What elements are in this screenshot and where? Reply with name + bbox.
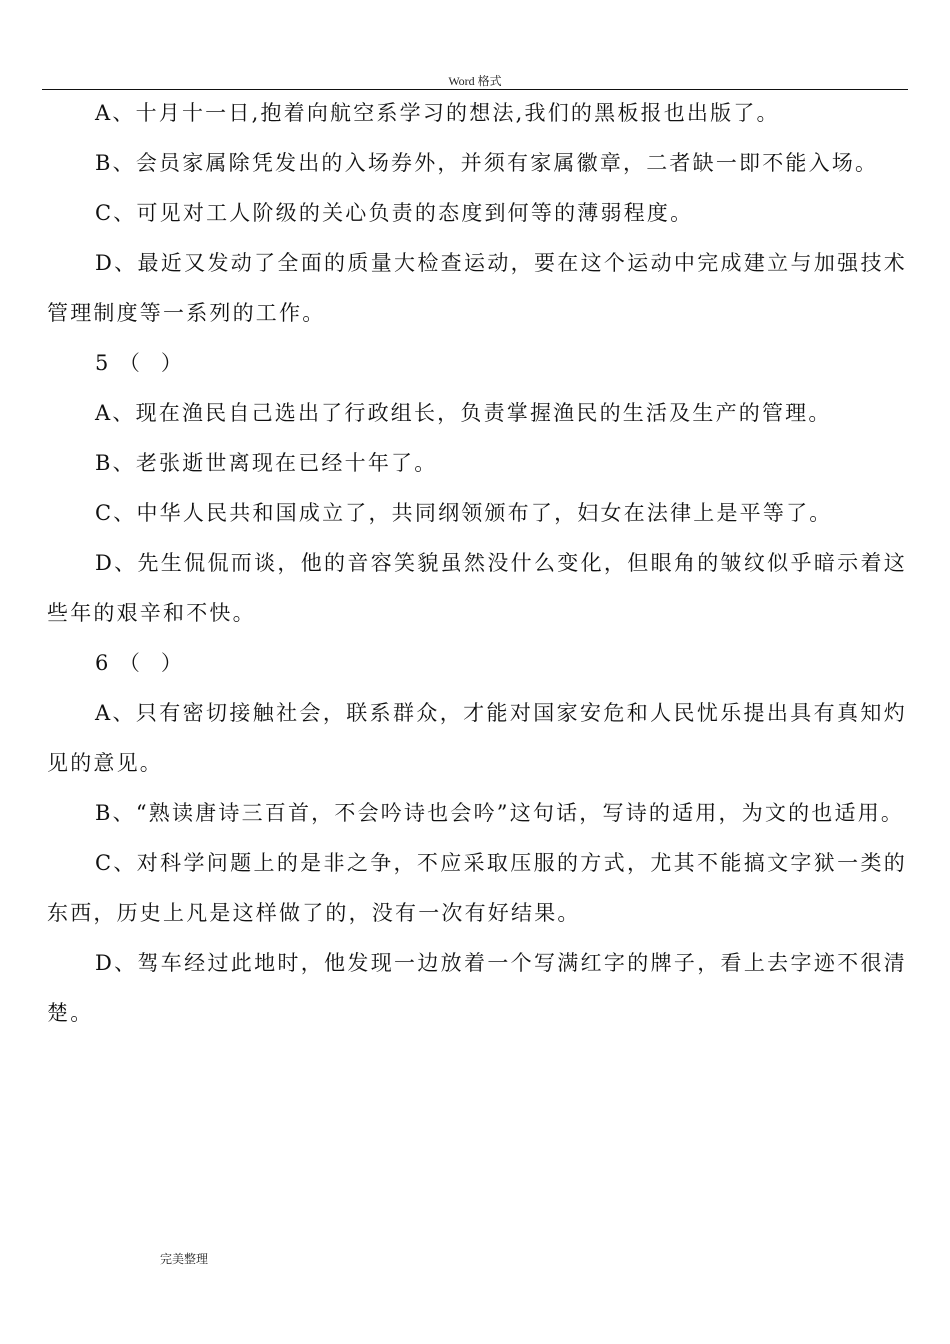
page-footer: 完美整理: [160, 1252, 209, 1266]
question-6-label: 6 （ ）: [95, 651, 182, 675]
q6-option-b: B、“熟读唐诗三百首，不会吟诗也会吟”这句话，写诗的适用，为文的也适用。: [95, 801, 905, 825]
q4-option-d: D、最近又发动了全面的质量大检查运动，要在这个运动中完成建立与加强技术管理制度等一系列的工作。: [47, 251, 907, 325]
q5-option-c: C、中华人民共和国成立了，共同纲领颁布了，妇女在法律上是平等了。: [95, 501, 833, 525]
q5-option-d: D、先生侃侃而谈，他的音容笑貌虽然没什么变化，但眼角的皱纹似乎暗示着这些年的艰辛和不快。: [47, 551, 907, 625]
page-header: Word 格式: [448, 74, 502, 88]
q6-option-a: A、只有密切接触社会，联系群众，才能对国家安危和人民忧乐提出具有真知灼见的意见。: [47, 701, 907, 775]
q6-option-c: C、对科学问题上的是非之争，不应采取压服的方式，尤其不能搞文字狱一类的东西，历史上凡是这样做了的，没有一次有好结果。: [47, 851, 907, 925]
question-5-label: 5 （ ）: [95, 351, 182, 375]
q5-option-a: A、现在渔民自己选出了行政组长，负责掌握渔民的生活及生产的管理。: [95, 401, 832, 425]
q4-option-c: C、可见对工人阶级的关心负责的态度到何等的薄弱程度。: [95, 201, 694, 225]
q6-option-d: D、驾车经过此地时，他发现一边放着一个写满红字的牌子，看上去字迹不很清楚。: [47, 951, 907, 1025]
q4-option-b: B、会员家属除凭发出的入场券外，并须有家属徽章，二者缺一即不能入场。: [95, 151, 879, 175]
q4-option-a: A、十月十一日,抱着向航空系学习的想法,我们的黑板报也出版了。: [95, 101, 780, 125]
q5-option-b: B、老张逝世离现在已经十年了。: [95, 451, 438, 475]
document-body: [47, 88, 907, 1038]
